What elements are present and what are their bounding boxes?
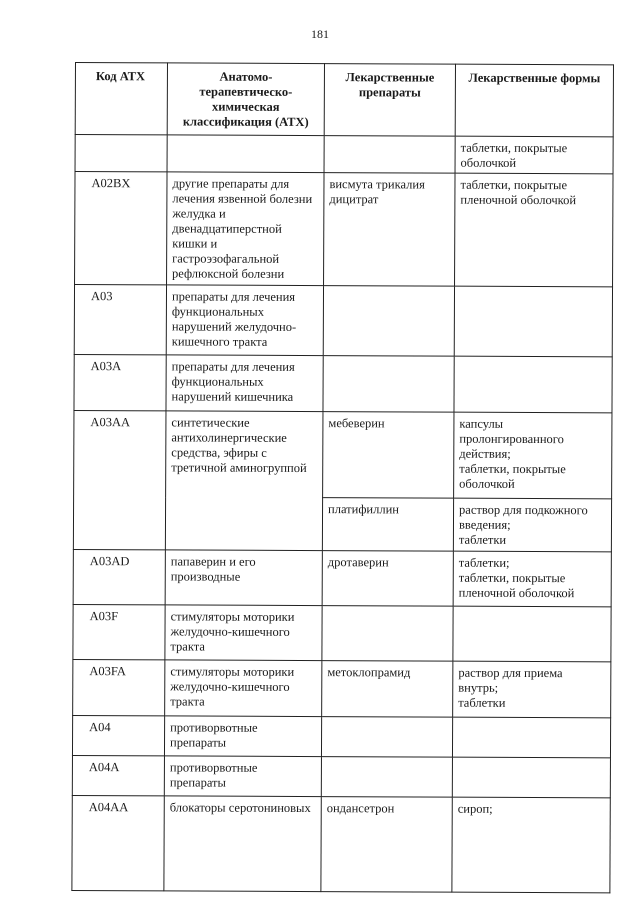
cell-drug — [324, 136, 455, 174]
cell-form — [452, 757, 610, 798]
cell-classification: другие препараты для лечения язвенной болезни желудка и двенадцатиперстной кишки и гастроэзофагальной рефлюксной болезни — [167, 172, 324, 286]
table-row — [74, 285, 612, 357]
table-row — [75, 172, 613, 287]
cell-classification: препараты для лечения функциональных нарушений желудочно- кишечного тракта — [166, 285, 323, 356]
cell-code: A04A — [72, 755, 164, 795]
cell-drug: висмута трикалия дицитрат — [324, 173, 455, 287]
cell-form: сироп; — [452, 797, 610, 893]
cell-form — [454, 356, 612, 413]
header-drugs: Лекарственные препараты — [324, 64, 455, 137]
cell-classification: противорвотные препараты — [164, 756, 321, 797]
cell-form — [452, 717, 610, 758]
cell-classification: папаверин и его производные — [165, 550, 322, 606]
cell-drug: мебеверин — [323, 412, 454, 499]
cell-classification — [167, 135, 324, 173]
cell-drug — [323, 286, 454, 357]
cell-code: A03A — [74, 354, 166, 410]
table-row — [72, 715, 610, 757]
cell-form: капсулы пролонгированного действия; таблетки, покрытые оболочкой — [454, 412, 612, 499]
table-row — [72, 755, 610, 797]
page-number: 181 — [311, 27, 329, 41]
table-row — [72, 795, 610, 892]
cell-classification: блокаторы серотониновых — [164, 796, 321, 892]
table-row — [73, 604, 611, 661]
header-code: Код АТХ — [75, 63, 167, 135]
cell-drug — [323, 356, 454, 413]
header-forms: Лекарственные формы — [455, 64, 613, 137]
cell-code: A04 — [72, 715, 164, 755]
table-row — [75, 135, 613, 174]
cell-classification: препараты для лечения функциональных нарушений кишечника — [166, 355, 323, 412]
cell-code: A04AA — [72, 795, 164, 890]
cell-code: A02BX — [75, 172, 167, 285]
cell-classification: противорвотные препараты — [164, 716, 321, 757]
cell-code: A03AD — [73, 549, 165, 604]
cell-form: таблетки; таблетки, покрытые пленочной оболочкой — [453, 551, 611, 607]
cell-drug — [321, 757, 452, 798]
table-row — [73, 659, 611, 717]
table-row — [74, 410, 612, 498]
atx-table — [71, 62, 614, 893]
table-header-row — [75, 63, 613, 137]
header-classification: Анатомо- терапевтическо- химическая классификация (АТХ) — [167, 63, 324, 136]
cell-form: раствор для приема внутрь; таблетки — [453, 661, 611, 718]
cell-drug — [322, 606, 453, 662]
cell-form: таблетки, покрытые оболочкой — [455, 136, 613, 174]
cell-form: раствор для подкожного введения; таблетки — [453, 498, 611, 552]
cell-drug: метоклопрамид — [322, 661, 453, 718]
cell-drug — [321, 717, 452, 758]
table-row — [74, 354, 612, 412]
cell-classification: стимуляторы моторики желудочно-кишечного тракта — [165, 605, 322, 661]
cell-code: A03AA — [73, 410, 166, 549]
cell-form — [454, 286, 612, 357]
cell-drug: дротаверин — [322, 551, 453, 607]
cell-classification: стимуляторы моторики желудочно-кишечного тракта — [165, 660, 322, 717]
cell-form — [453, 606, 611, 662]
cell-classification: синтетические антихолинергические средства, эфиры с третичной аминогруппой — [165, 411, 323, 551]
table-row — [73, 549, 611, 606]
cell-form: таблетки, покрытые пленочной оболочкой — [455, 173, 613, 287]
cell-code: A03FA — [73, 659, 165, 715]
cell-code: A03F — [73, 604, 165, 659]
cell-drug: ондансетрон — [321, 797, 452, 893]
cell-drug: платифиллин — [322, 498, 453, 552]
cell-code — [75, 135, 167, 172]
cell-code: A03 — [74, 285, 166, 355]
